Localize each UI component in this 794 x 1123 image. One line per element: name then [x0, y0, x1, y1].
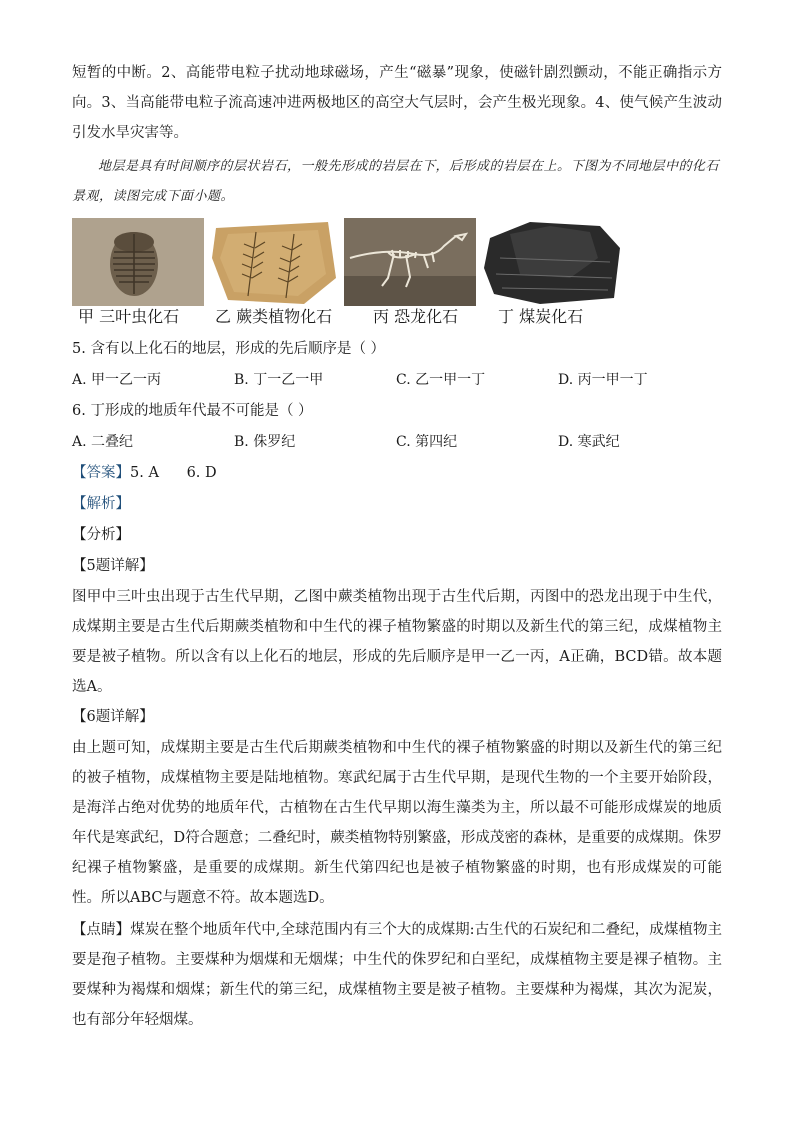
answer-label: 【答案】 — [72, 465, 130, 481]
top-paragraph: 短暂的中断。2、高能带电粒子扰动地球磁场，产生“磁暴”现象，使磁针剧烈颤动，不能正确指示方向。3、当高能带电粒子流高速冲进两极地区的高空大气层时，会产生极光现象。4、使气候产生波动引发水旱灾害等。 — [72, 65, 722, 141]
fossil-captions — [72, 306, 722, 328]
caption-trilobite: 甲 三叶虫化石 — [78, 307, 180, 326]
q5-option-d: D. 丙一甲一丁 — [558, 372, 648, 388]
dinosaur-fossil-image — [344, 218, 476, 306]
q6-option-d: D. 寒武纪 — [558, 434, 620, 450]
q6-option-b: B. 侏罗纪 — [234, 434, 296, 450]
question-5-options — [72, 365, 722, 396]
q6-option-c: C. 第四纪 — [396, 434, 458, 450]
q5-detail-text: 图甲中三叶虫出现于古生代早期，乙图中蕨类植物出现于古生代后期，丙图中的恐龙出现于中生代，成煤期主要是古生代后期蕨类植物和中生代的裸子植物繁盛的时期以及新生代的第三纪，成煤植物主要是被子植物。所以含有以上化石的地层，形成的先后顺序是甲一乙一丙，A正确，BCD错。故本题选A。 — [72, 589, 722, 695]
answer-text: 5. A 6. D — [130, 465, 217, 481]
q5-detail-label: 【5题详解】 — [72, 558, 154, 574]
fern-fossil-image — [208, 218, 340, 306]
q6-option-a: A. 二叠纪 — [72, 434, 134, 450]
question-6-stem: 6. 丁形成的地质年代最不可能是（ ） — [72, 403, 313, 419]
q5-option-a: A. 甲一乙一丙 — [72, 372, 162, 388]
document-page — [72, 58, 722, 1035]
fossil-intro: 地层是具有时间顺序的层状岩石，一般先形成的岩层在下，后形成的岩层在上。下图为不同地层中的化石景观，读图完成下面小题。 — [72, 159, 720, 204]
analysis-label: 【解析】 — [72, 496, 130, 512]
dianjing-text: 煤炭在整个地质年代中,全球范围内有三个大的成煤期:古生代的石炭纪和二叠纪，成煤植物主要是孢子植物。主要煤种为烟煤和无烟煤；中生代的侏罗纪和白垩纪，成煤植物主要是裸子植物。主要煤种为褐煤和烟煤；新生代的第三纪，成煤植物主要是被子植物。主要煤种为褐煤，其次为泥炭，也有部分年轻烟煤。 — [72, 922, 723, 1028]
question-5-stem: 5. 含有以上化石的地层，形成的先后顺序是（ ） — [72, 341, 386, 357]
fossil-image-row — [72, 218, 722, 306]
trilobite-fossil-image — [72, 218, 204, 306]
caption-dinosaur: 丙 恐龙化石 — [373, 307, 459, 326]
caption-fern: 乙 蕨类植物化石 — [215, 307, 333, 326]
dianjing-paragraph — [72, 915, 722, 1035]
caption-coal: 丁 煤炭化石 — [498, 307, 584, 326]
q6-detail-text: 由上题可知，成煤期主要是古生代后期蕨类植物和中生代的裸子植物繁盛的时期以及新生代的第三纪的被子植物，成煤植物主要是陆地植物。寒武纪属于古生代早期，是现代生物的一个主要开始阶段，是海洋占绝对优势的地质年代，古植物在古生代早期以海生藻类为主，所以最不可能形成煤炭的地质年代是寒武纪，D符合题意；二叠纪时，蕨类植物特别繁盛，形成茂密的森林，是重要的成煤期。侏罗纪裸子植物繁盛，是重要的成煤期。新生代第四纪也是被子植物繁盛的时期，也有形成煤炭的可能性。所以ABC与题意不符。故本题选D。 — [72, 740, 722, 906]
q5-option-b: B. 丁一乙一甲 — [234, 372, 324, 388]
q6-detail-label: 【6题详解】 — [72, 709, 154, 725]
fenxi-label: 【分析】 — [72, 527, 130, 543]
answer-line — [72, 458, 722, 489]
coal-fossil-image — [480, 218, 626, 306]
q5-option-c: C. 乙一甲一丁 — [396, 372, 486, 388]
dianjing-label: 【点睛】 — [72, 922, 131, 938]
question-6-options — [72, 427, 722, 458]
